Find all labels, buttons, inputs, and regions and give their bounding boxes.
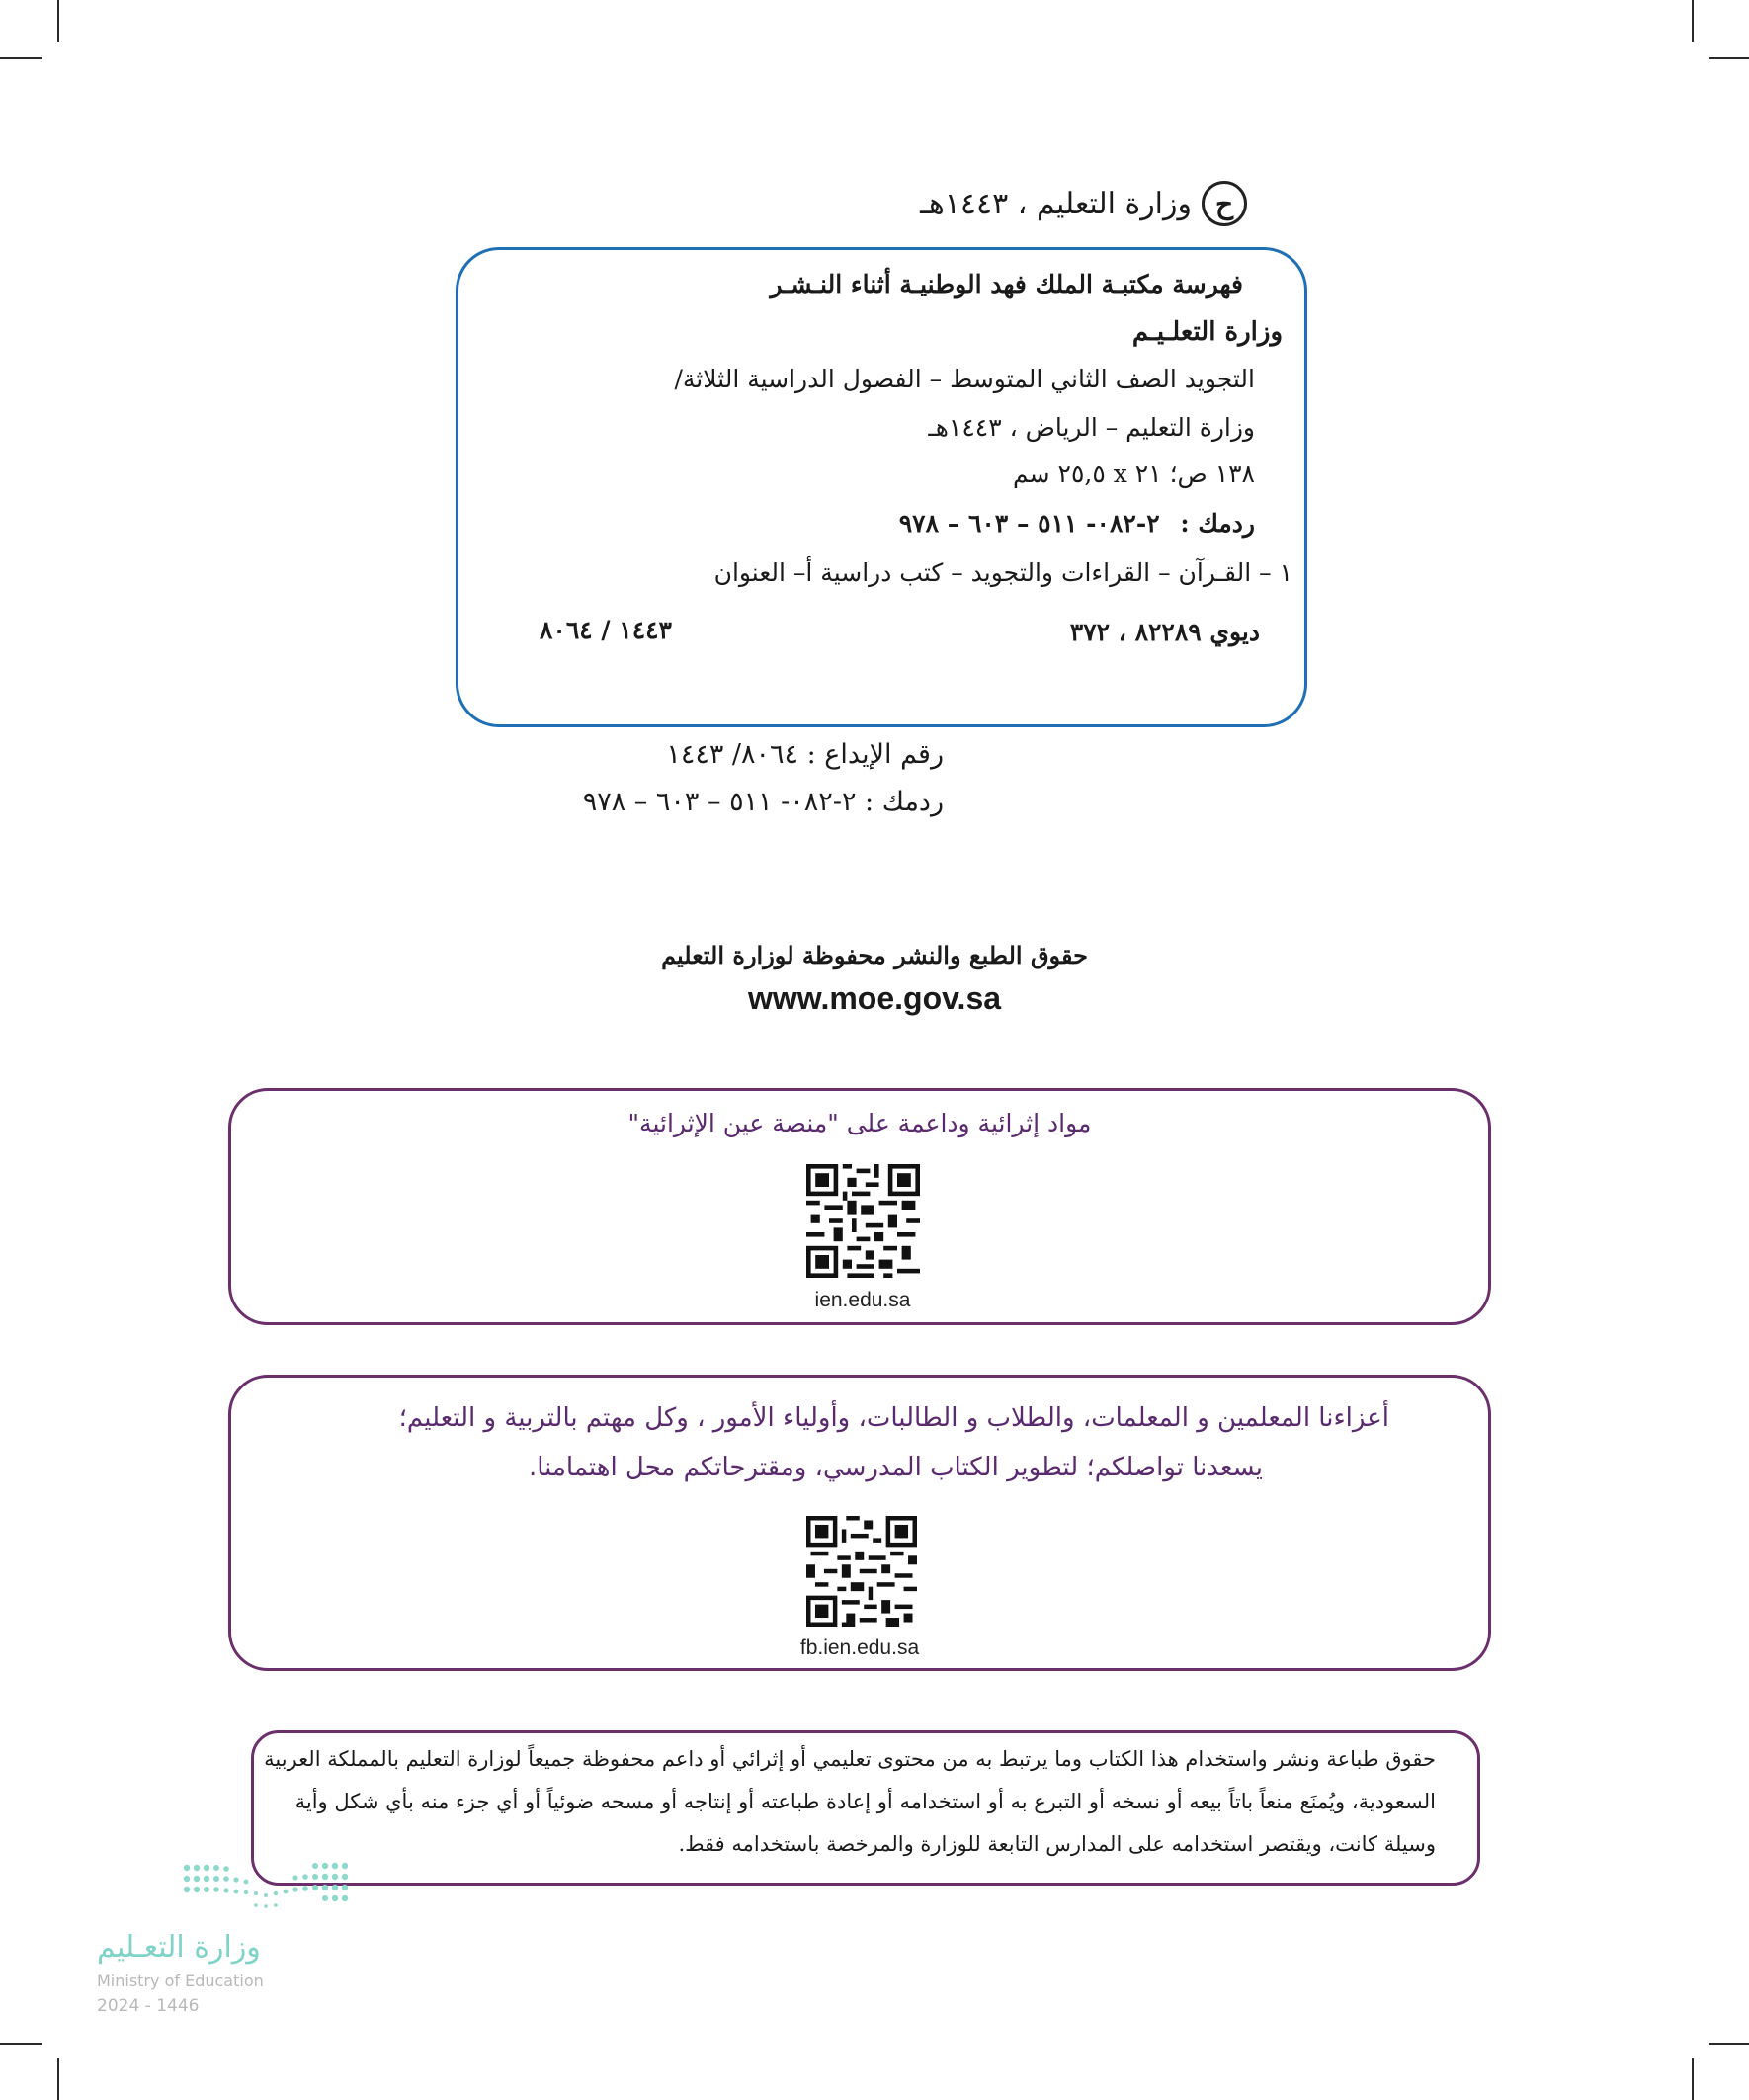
catalog-pages: ١٣٨ ص؛ ٢١ x ٢٥,٥ سم <box>1012 460 1255 488</box>
catalog-isbn-value: ٢-٠٨٢- ٥١١ – ٦٠٣ – ٩٧٨ <box>898 509 1160 538</box>
legal-line3: وسيلة كانت، ويقتصر استخدامه على المدارس التابعة للوزارة والمرخصة باستخدامه فقط. <box>678 1832 1436 1856</box>
feedback-qr-label[interactable]: fb.ien.edu.sa <box>799 1637 920 1659</box>
legal-line2: السعودية، ويُمنَع منعاً باتاً بيعه أو نسخه أو التبرع به أو استخدامه أو إعادة طباعته أو إنتاجه أو مسحه ضوئياً أو أي جزء منه بأي شكل وأية <box>294 1790 1436 1813</box>
legal-box <box>251 1730 1480 1886</box>
catalog-deposit-no: ١٤٤٣ / ٨٠٦٤ <box>540 616 672 644</box>
crop-mark <box>57 2058 59 2100</box>
deposit-number: رقم الإيداع : ٨٠٦٤/ ١٤٤٣ <box>666 739 944 770</box>
catalog-dewey: ديوي ٨٢٢٨٩ ، ٣٧٢ <box>1069 618 1260 646</box>
feedback-box <box>228 1375 1491 1671</box>
catalog-box <box>456 247 1307 727</box>
crop-mark <box>1709 2043 1749 2045</box>
crop-mark <box>0 2043 42 2045</box>
rights-text: حقوق الطبع والنشر محفوظة لوزارة التعليم <box>661 941 1088 969</box>
legal-line1: حقوق طباعة ونشر واستخدام هذا الكتاب وما يرتبط به من محتوى تعليمي أو إثرائي أو داعم محفوظة جميعاً لوزارة التعليم بالمملكة العربية <box>264 1747 1436 1771</box>
logo-years: 2024 - 1446 <box>97 1996 200 2016</box>
crop-mark <box>1692 2058 1694 2100</box>
catalog-publisher: وزارة التعليم – الرياض ، ١٤٤٣هـ <box>928 413 1255 442</box>
catalog-title: التجويد الصف الثاني المتوسط – الفصول الدراسية الثلاثة/ <box>674 365 1255 393</box>
deposit-isbn: ردمك : ٢-٠٨٢- ٥١١ – ٦٠٣ – ٩٧٨ <box>582 787 944 817</box>
ien-qr-label[interactable]: ien.edu.sa <box>814 1289 911 1311</box>
ien-qr-icon[interactable] <box>806 1164 920 1278</box>
catalog-subjects: ١ – القـرآن – القراءات والتجويد – كتب دراسية أ– العنوان <box>713 558 1292 587</box>
ministry-logo-icon <box>181 1862 354 1913</box>
ien-text: مواد إثرائية وداعمة على "منصة عين الإثرائية" <box>627 1109 1092 1137</box>
catalog-heading: فهرسة مكتبـة الملك فهد الوطنيـة أثناء النـشـر <box>770 270 1243 298</box>
crop-mark <box>1692 0 1694 42</box>
crop-mark <box>57 0 59 42</box>
copyright-text: وزارة التعليم ، ١٤٤٣هـ <box>920 186 1192 221</box>
feedback-line1: أعزاءنا المعلمين و المعلمات، والطلاب و الطالبات، وأولياء الأمور ، وكل مهتم بالتربية و التعليم؛ <box>398 1403 1389 1433</box>
catalog-isbn <box>899 509 1255 538</box>
copyright-line <box>920 181 1247 226</box>
logo-english: Ministry of Education <box>97 1972 264 1990</box>
logo-arabic: وزارة التعـليم <box>97 1930 261 1965</box>
copyright-symbol: ح <box>1202 181 1247 226</box>
catalog-author: وزارة التعلـيـم <box>1131 317 1283 347</box>
feedback-line2: يسعدنا تواصلكم؛ لتطوير الكتاب المدرسي، ومقترحاتكم محل اهتمامنا. <box>528 1453 1263 1482</box>
catalog-isbn-label: ردمك : <box>1180 509 1255 538</box>
rights-url[interactable]: www.moe.gov.sa <box>747 980 1002 1016</box>
feedback-qr-icon[interactable] <box>806 1516 917 1627</box>
crop-mark <box>1709 57 1749 59</box>
ien-box <box>228 1088 1491 1325</box>
crop-mark <box>0 57 42 59</box>
